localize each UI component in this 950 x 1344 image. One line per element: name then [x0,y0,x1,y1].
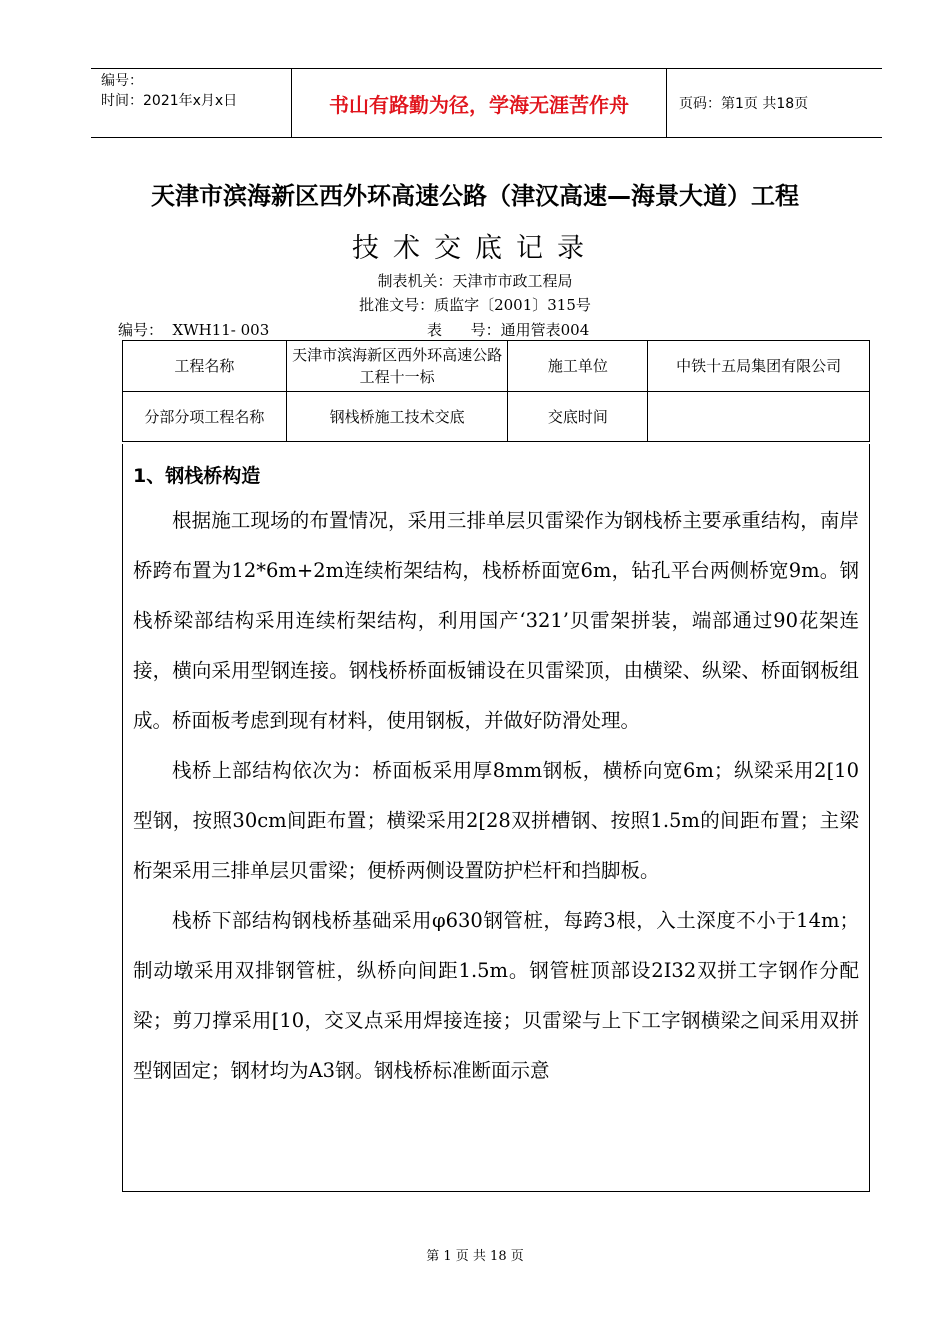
document-title: 天津市滨海新区西外环高速公路（津汉高速—海景大道）工程 [151,182,799,210]
header-code-label: 编号： [101,73,143,89]
info-table [122,340,870,442]
issuer-line: 制表机关：天津市市政工程局 [377,272,573,290]
content-box [122,444,870,1192]
handover-time-value [648,392,870,442]
subproject-value: 钢栈桥施工技术交底 [286,392,508,442]
page-footer: 第 1 页 共 18 页 [426,1249,524,1264]
document-code: 编号： XWH11- 003 [118,321,270,339]
header-motto: 书山有路勤为径，学海无涯苦作舟 [292,69,667,137]
paragraph: 根据施工现场的布置情况，采用三排单层贝雷梁作为钢栈桥主要承重结构，南岸桥跨布置为12*6m+2m连续桁架结构，栈桥桥面宽6m，钻孔平台两侧桥宽9m。钢栈桥梁部结构采用连续桁架结构，利用国产‘321’贝雷架拼装，端部通过90花架连接，横向采用型钢连接。钢栈桥桥面板铺设在贝雷梁顶，由横梁、纵梁、桥面钢板组成。桥面板考虑到现有材料，使用钢板，并做好防滑处理。 [133,509,859,732]
header-page-info: 页码：第1页 共18页 [679,96,809,112]
document-header [91,68,882,138]
contractor-label: 施工单位 [508,341,648,392]
form-number: 表 号：通用管表004 [427,321,590,339]
document-subtitle: 技术交底记录 [352,233,598,264]
handover-time-label: 交底时间 [508,392,648,442]
project-name-label: 工程名称 [123,341,287,392]
header-meta-cell [91,69,292,137]
section-heading: 1、钢栈桥构造 [133,465,261,487]
table-row [123,341,870,392]
subproject-label: 分部分项工程名称 [123,392,287,442]
header-time-label: 时间：2021年x月x日 [101,93,238,109]
approval-line: 批准文号：质监字〔2001〕315号 [359,296,591,314]
table-row [123,392,870,442]
project-name-value: 天津市滨海新区西外环高速公路工程十一标 [286,341,508,392]
paragraph: 栈桥下部结构钢栈桥基础采用φ630钢管桩，每跨3根，入土深度不小于14m；制动墩采用双排钢管桩，纵桥向间距1.5m。钢管桩顶部设2I32双拼工字钢作分配梁；剪刀撑采用[10，交叉点采用焊接连接；贝雷梁与上下工字钢横梁之间采用双拼型钢固定；钢材均为A3钢。钢栈桥标准断面示意 [133,909,859,1082]
paragraph: 栈桥上部结构依次为：桥面板采用厚8mm钢板，横桥向宽6m；纵梁采用2[10型钢，按照30cm间距布置；横梁采用2[28双拼槽钢、按照1.5m的间距布置；主梁桁架采用三排单层贝雷梁；便桥两侧设置防护栏杆和挡脚板。 [133,759,859,882]
contractor-value: 中铁十五局集团有限公司 [648,341,870,392]
